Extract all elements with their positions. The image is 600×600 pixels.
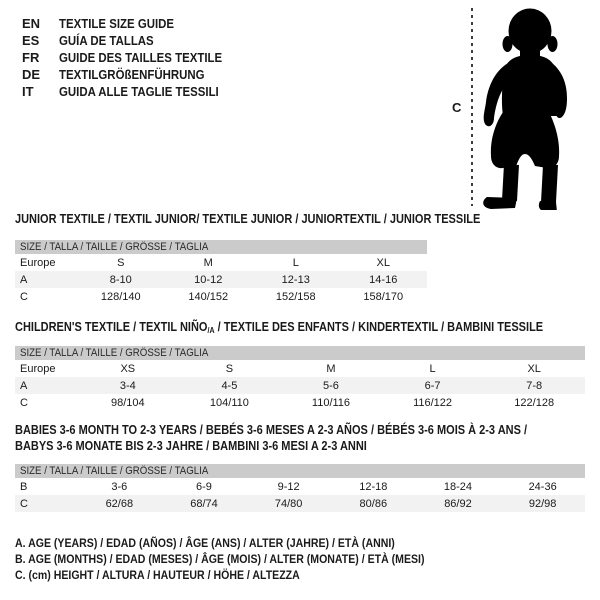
language-title: GUIDE DES TAILLES TEXTILE bbox=[59, 50, 223, 65]
table-cell: 140/152 bbox=[188, 290, 229, 303]
table-row bbox=[15, 360, 585, 377]
footnote-a: A. AGE (YEARS) / EDAD (AÑOS) / ÂGE (ANS) / ALTER (JAHRE) / ETÀ (ANNI) bbox=[15, 536, 395, 550]
table-cell: 18-24 bbox=[443, 480, 473, 493]
table-cell: 3-6 bbox=[111, 480, 128, 493]
children-title-subscript: /A bbox=[207, 326, 215, 335]
size-band-label: SIZE / TALLA / TAILLE / GRÖSSE / TAGLIA bbox=[20, 347, 209, 359]
table-cell: M bbox=[326, 362, 336, 375]
row-label: A bbox=[15, 271, 77, 288]
language-title: TEXTILGRÖßENFÜHRUNG bbox=[59, 67, 205, 82]
table-row bbox=[15, 377, 585, 394]
table-row bbox=[15, 394, 585, 411]
table-cell: 122/128 bbox=[514, 396, 555, 409]
children-title-pre: CHILDREN'S TEXTILE / TEXTIL NIÑO bbox=[15, 320, 208, 334]
language-code: EN bbox=[22, 16, 41, 31]
table-cell: 12-18 bbox=[359, 480, 388, 493]
babies-title-line1: BABIES 3-6 MONTH TO 2-3 YEARS / BEBÉS 3-6 MESES A 2-3 AÑOS / BÉBÉS 3-6 MOIS À 2-3 ANS / bbox=[15, 423, 528, 437]
language-code: FR bbox=[22, 50, 40, 65]
table-cell: 158/170 bbox=[363, 290, 404, 303]
language-title: GUIDA ALLE TAGLIE TESSILI bbox=[59, 84, 219, 99]
size-band-row bbox=[15, 464, 585, 478]
language-code: ES bbox=[22, 33, 40, 48]
table-cell: 128/140 bbox=[100, 290, 141, 303]
language-row bbox=[22, 49, 244, 66]
table-cell: 3-4 bbox=[77, 377, 179, 394]
table-cell: 9-12 bbox=[277, 480, 300, 493]
row-label: Europe bbox=[20, 362, 56, 375]
table-row bbox=[15, 288, 427, 305]
language-row bbox=[22, 32, 244, 49]
table-row bbox=[15, 271, 427, 288]
row-label: B bbox=[20, 480, 28, 493]
size-band-row bbox=[15, 240, 427, 254]
table-cell: XL bbox=[527, 362, 541, 375]
table-cell: 80/86 bbox=[331, 495, 416, 512]
table-cell: XL bbox=[376, 256, 390, 269]
size-band-label: SIZE / TALLA / TAILLE / GRÖSSE / TAGLIA bbox=[20, 465, 209, 477]
table-cell: 62/68 bbox=[77, 495, 162, 512]
language-row bbox=[22, 15, 244, 32]
babies-section-title bbox=[15, 423, 597, 454]
babies-title-line2: BABYS 3-6 MONATE BIS 2-3 JAHRE / BAMBINI 3-6 MESI A 2-3 ANNI bbox=[15, 438, 367, 453]
row-label: C bbox=[20, 396, 28, 409]
children-title-post: / TEXTILE DES ENFANTS / KINDERTEXTIL / BAMBINI TESSILE bbox=[214, 320, 544, 334]
footnote-c: C. (cm) HEIGHT / ALTURA / HAUTEUR / HÖHE / ALTEZZA bbox=[15, 568, 300, 583]
table-cell: M bbox=[203, 256, 213, 269]
table-cell: 24-36 bbox=[528, 480, 557, 493]
size-band-label: SIZE / TALLA / TAILLE / GRÖSSE / TAGLIA bbox=[20, 241, 209, 253]
table-cell: S bbox=[117, 256, 125, 269]
table-cell: 14-16 bbox=[340, 271, 428, 288]
legend-footnotes bbox=[15, 535, 480, 584]
size-band-row bbox=[15, 346, 585, 360]
table-cell: 6-7 bbox=[382, 377, 484, 394]
language-title: GUÍA DE TALLAS bbox=[59, 33, 154, 48]
table-cell: 4-5 bbox=[179, 377, 281, 394]
language-code: DE bbox=[22, 67, 41, 82]
table-cell: 110/116 bbox=[311, 396, 351, 409]
junior-section-title bbox=[15, 212, 544, 226]
table-row bbox=[15, 254, 427, 271]
table-cell: 86/92 bbox=[416, 495, 501, 512]
junior-section-title-text: JUNIOR TEXTILE / TEXTIL JUNIOR/ TEXTILE JUNIOR / JUNIORTEXTIL / JUNIOR TESSILE bbox=[15, 212, 481, 226]
babies-size-table bbox=[15, 464, 585, 512]
table-cell: 104/110 bbox=[209, 396, 249, 409]
table-cell: 74/80 bbox=[246, 495, 331, 512]
language-title-block bbox=[22, 15, 244, 100]
table-cell: 68/74 bbox=[162, 495, 247, 512]
table-cell: 12-13 bbox=[252, 271, 340, 288]
junior-size-table bbox=[15, 240, 427, 305]
table-cell: 152/158 bbox=[275, 290, 316, 303]
table-cell: 5-6 bbox=[280, 377, 382, 394]
table-row bbox=[15, 478, 585, 495]
language-row bbox=[22, 83, 244, 100]
row-label: A bbox=[15, 377, 77, 394]
children-size-table bbox=[15, 346, 585, 411]
height-measure-label: C bbox=[452, 100, 462, 115]
language-title: TEXTILE SIZE GUIDE bbox=[59, 16, 175, 31]
height-measure-dotted-line bbox=[471, 8, 473, 206]
table-cell: 116/122 bbox=[413, 396, 453, 409]
table-cell: L bbox=[292, 256, 299, 269]
table-row bbox=[15, 495, 585, 512]
language-code: IT bbox=[22, 84, 34, 99]
table-cell: 10-12 bbox=[165, 271, 253, 288]
table-cell: 92/98 bbox=[500, 495, 585, 512]
table-cell: XS bbox=[120, 362, 136, 375]
table-cell: 6-9 bbox=[196, 480, 212, 493]
toddler-silhouette bbox=[477, 8, 570, 210]
table-cell: L bbox=[429, 362, 436, 375]
row-label: C bbox=[20, 290, 28, 303]
row-label: C bbox=[15, 495, 77, 512]
table-cell: 98/104 bbox=[110, 396, 145, 409]
table-cell: 8-10 bbox=[77, 271, 165, 288]
row-label: Europe bbox=[20, 256, 56, 269]
children-section-title bbox=[15, 320, 600, 335]
table-cell: 7-8 bbox=[483, 377, 585, 394]
footnote-b: B. AGE (MONTHS) / EDAD (MESES) / ÂGE (MOIS) / ALTER (MONATE) / ETÀ (MESI) bbox=[15, 552, 425, 567]
language-row bbox=[22, 66, 244, 83]
table-cell: S bbox=[225, 362, 234, 375]
children-section-title-text bbox=[15, 320, 543, 335]
